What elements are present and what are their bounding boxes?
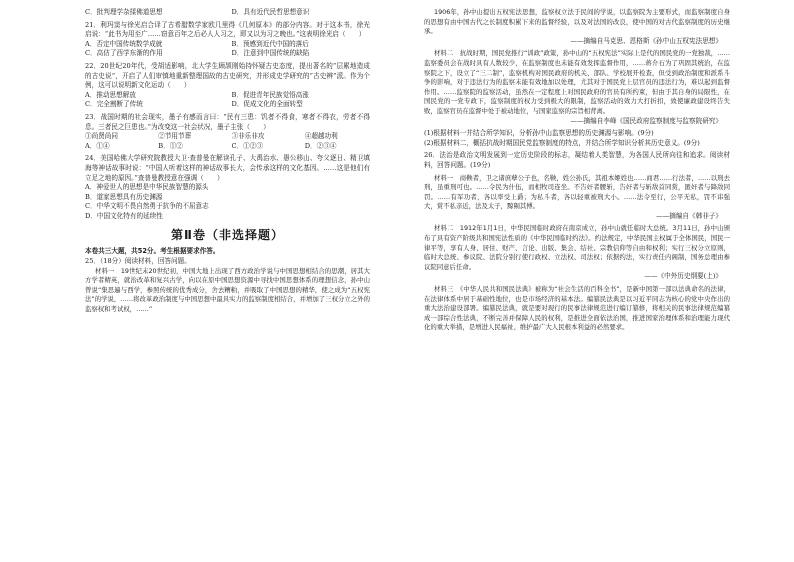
q22-options (85, 91, 370, 110)
q23-options (85, 142, 370, 152)
option: A．神爱世人的思想是中华民族智慧的源头 (85, 183, 209, 192)
question-23: 23．战国时期的社会现实，墨子有感而言曰：“民有三患：饥者不得食，寒者不得衣，劳者不得息。三者民之巨患也。”为改变这一社会状况，墨子主张（ ） (85, 112, 370, 131)
option: D．②③④ (304, 141, 337, 150)
option: A．推动思想解放 (85, 90, 136, 99)
source-line: ——摘编自马克思、恩格斯《孙中山五权宪法思想》 (570, 36, 722, 45)
q20-options (85, 8, 370, 18)
q25-sub-1: (1)根据材料一并结合所学知识，分析孙中山监察思想的历史渊源与影响。(9分) (424, 129, 654, 138)
section-note: 本卷共三大题，共52分。考生根据要求作答。 (85, 247, 220, 256)
q24-options (85, 183, 370, 221)
question-22: 22．20世纪20年代，受胡适影响，北大学生顾颉刚始持怀疑古史态度，提出著名的“层累地造成的古史说”，开启了人们审慎地重新整理国故的古史研究，并形成史学研究的“古史辨”派。作为个例，这可以说明新文化运动（ ） (85, 61, 370, 90)
option: D．促成文化的全面转型 (231, 100, 303, 109)
item: ③非乐非攻 (231, 132, 265, 141)
q23-items (85, 132, 370, 142)
material-a: 材料一 商鞅者，卫之诸庶孽公子也，名鞅，姓公孙氏，其祖本姬姓也……商君……行法者，……以刑去刑，虽重刑可也。……令民为什伍，而相牧司连坐。不告奸者腰斩，告奸者与斩敌首同赏，匿奸者与降敌同罚。……有军功者，各以率受上爵；为私斗者，各以轻重被刑大小。……法令至行，公平无私，罚不讳强大，赏不私亲近，法及太子，黥劓其傅。 (424, 173, 730, 211)
option: C．批判理学杂揉佛道思想 (85, 8, 163, 16)
section-title: 第Ⅱ卷（非选择题） (171, 228, 284, 243)
option: B．预感到近代中国的落后 (231, 39, 309, 48)
source-line: ——摘编自李峰《国民政府监察制度与监察院研究》 (570, 116, 722, 125)
option: C．中华文明不畏自然勇于抗争的不屈意志 (85, 202, 209, 211)
item: ②节用节葬 (158, 132, 192, 141)
option: A．否定中国传统数学成就 (85, 39, 163, 48)
question-26: 26．法治是政治文明发展到一定历史阶段的标志，凝结着人类智慧，为各国人民所向往和追求。阅读材料，回答问题。(19分) (424, 151, 730, 169)
question-25: 25．（18分）阅读材料，回答问题。 (85, 257, 191, 266)
left-column (85, 8, 370, 315)
option: D．注意到中国传统的缺陷 (231, 49, 310, 58)
item: ④超越功利 (304, 132, 338, 141)
option: D．中国文化特有的延续性 (85, 211, 163, 220)
right-column (424, 8, 730, 333)
option: B．促进青年民族觉悟高涨 (231, 90, 309, 99)
material-1-cont: 1906年，孙中山提出五权宪法思想，监察权立法于民间的学说，以监察院为主要形式，而监察制度自身的思想有由中国古代之长制度积累下来的监督经验，以及对法国的改良，使中国的对古代监察制度的历史继承。 (424, 8, 730, 36)
option: B．道家思想具有历史渊源 (85, 192, 163, 201)
option: A．①④ (85, 141, 110, 150)
question-24: 24．美国哈佛大学研究院教授大卫·查普曼在解读孔子、大禹治水、愚公移山、夸父逐日、精卫填海等神话故事时说：“中国人听着这样的神话故事长大，会传承这样的文化基因。……这是他们有立足之地的原因。”查普曼教授意在强调（ ） (85, 154, 370, 182)
option: B．①② (158, 141, 183, 150)
q25-sub-2: (2)根据材料二，概括抗战时期国民党监察制度的特点，并结合所学知识分析其历史意义。(9分) (424, 138, 700, 147)
material-1: 材料一 19世纪末20世纪初，中国大地上出现了西方政治学说与中国思想相结合的思潮，居其大方学者精英，就治改革和复兴古学，向以在原中国思想资源中寻找中国思想体系的理想信念，孙中山曾说“集思遍与西学，参照传统的优秀成分，舍去糟粕，并吸取了中国思想的精华，使之成为“五权宪法”的学说，……将改革政治制度与中国思想中最具实力的监察制度相结合，并增加了三权分立之外的监察权和考试权，……” (85, 266, 370, 314)
option: C．完全割断了传统 (85, 100, 143, 109)
q21-options (85, 40, 370, 59)
source-line: ——《中外历史纲要(上)》 (644, 272, 722, 281)
option: C．高估了西学东渐的作用 (85, 49, 163, 58)
material-2: 材料二 抗战时期，国民党推行“训政”政策，孙中山的“五权宪法”实际上是代的国民党的一党独裁，……监察委员会在战时具有人数较少，在监察制度也未能有效发挥监督作用，……蒋介石为了巩固其统治，在监察院之下，设立了“三二制”，监察机构对国民政府的机关、部队、学校展开检查，但受到政治制度和派系斗争的影响，对于违法行为的监察未能有效地加以处理，尤其对于国民党上层官员的违法行为，难以起到监督作用。……监察院的监察活动，虽然在一定程度上对国民政府的官员有所约束，但由于其自身的局限性，在国民党的一党专政下，监察制度的权力受到极大的限制，监察活动的效力大打折扣，致使廉政建设终告失败，监察官员在监督中处于被动地位，与国家监察的宗旨相背离。 (424, 49, 730, 115)
source-line: ——摘编自《韩非子》 (656, 211, 722, 220)
material-c: 材料三 《中华人民共和国民法典》被称为“社会生活的百科全书”，是新中国第一部以法典命名的法律，在法律体系中居于基础性地位，也是市场经济的基本法。编纂民法典是以习近平同志为核心的党中央作出的重大法治建设部署。编纂民法典，就是要对现行的民事法律规范进行编订纂修，将相关的民事法律规范编纂成一部综合性法典，不断完善并保障人民的权利，是推进全面依法治国，推进国家治理体系和治理能力现代化的重大举措，是增进人民福祉、维护最广大人民根本利益的必然要求。 (424, 285, 730, 332)
item: ①尚贤尚同 (85, 132, 118, 141)
question-21: 21．利玛窦与徐光启合译了古希腊数学家欧几里得《几何原本》的部分内容。对于这本书，徐光启说：“此书为用至广……窃意百年之后必人人习之，即又以为习之晚也。”这表明徐光启（ ） (85, 20, 370, 39)
option: C．①②③ (231, 141, 263, 150)
material-b: 材料二 1912年1月1日，中华民国临时政府在南京成立，孙中山就任临时大总统。3月11日，孙中山颁布了具有资产阶级共和国宪法性质的《中华民国临时约法》。约法规定，中华民国主权属于全体国民，国民一律平等，享有人身、居住、财产、言论、出版、集会、结社、宗教信仰等自由和权利；实行三权分立原则，临时大总统、参议院、法院分别行使行政权、立法权、司法权；依据约法，实行责任内阁制，国务总理由参议院同意后任命。 (424, 224, 730, 271)
option: D．具有近代民哲思想意识 (231, 8, 310, 16)
